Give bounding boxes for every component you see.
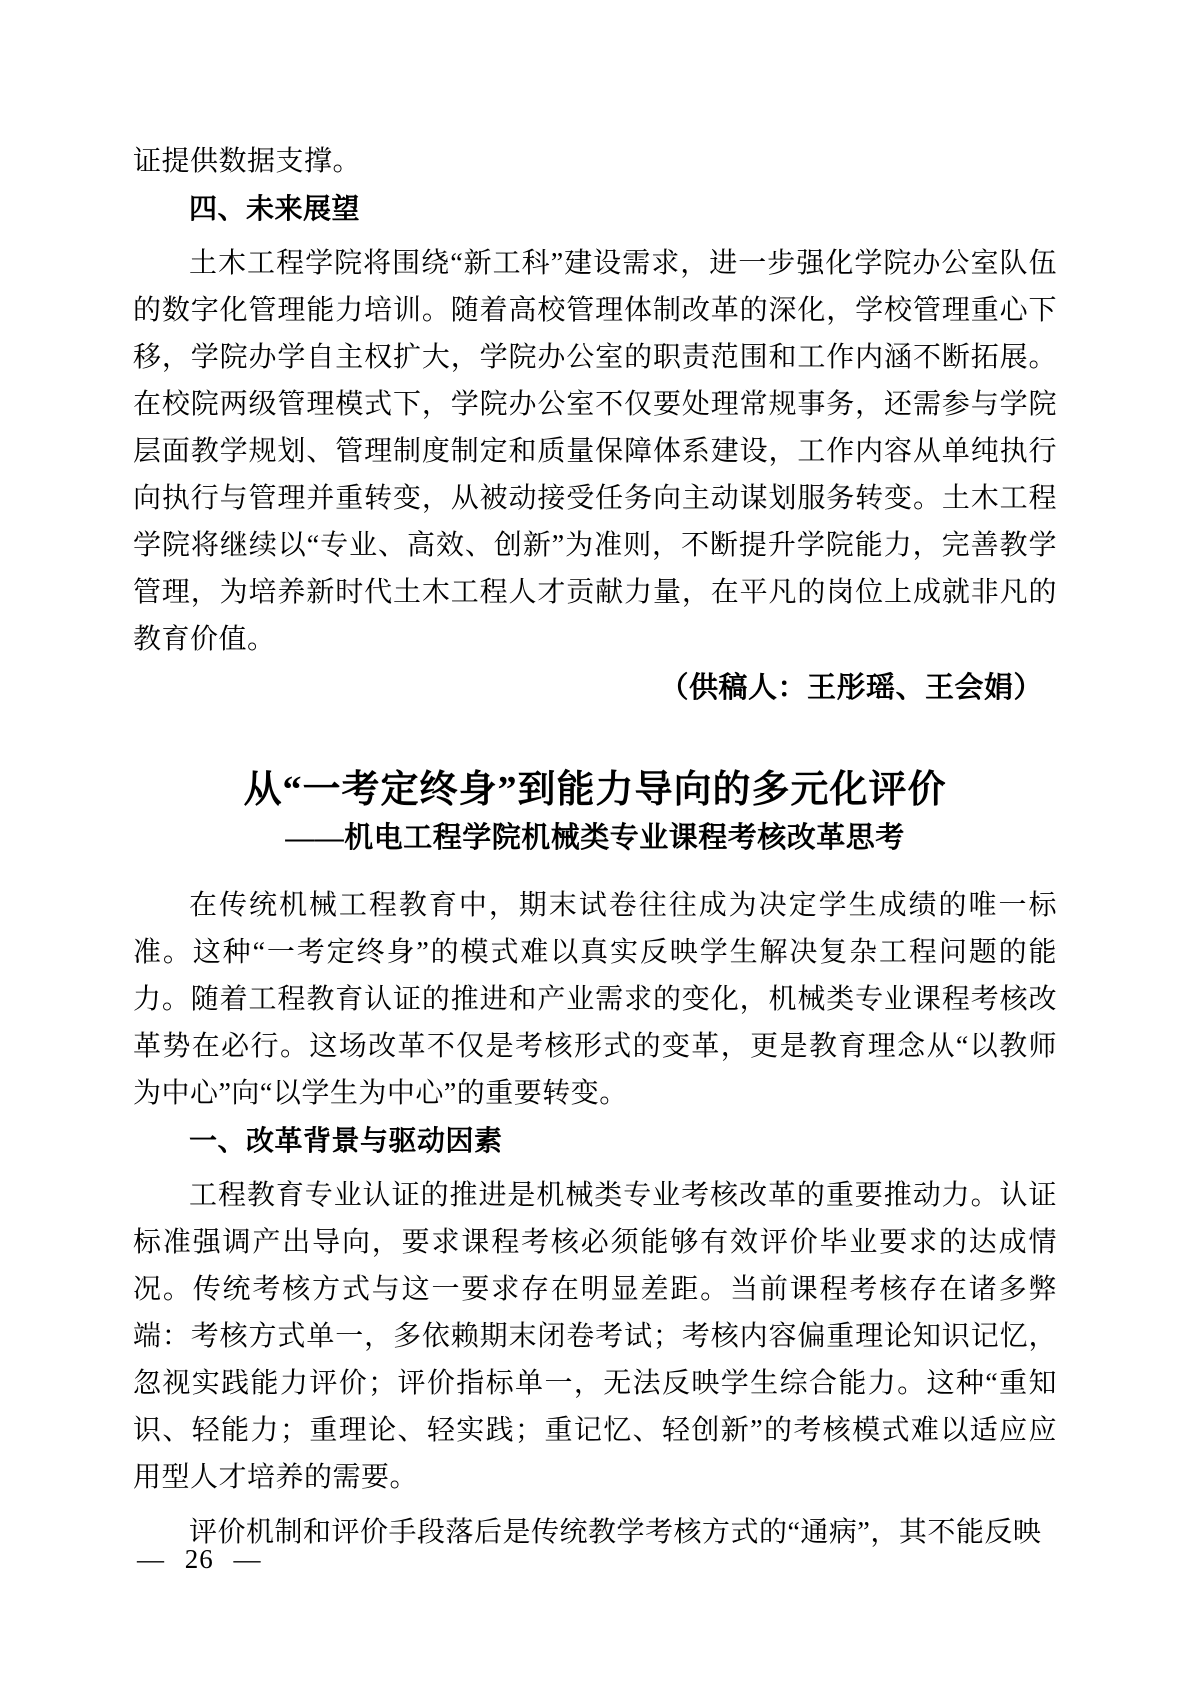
prev-article-outlook-paragraph: 土木工程学院将围绕“新工科”建设需求，进一步强化学院办公室队伍的数字化管理能力培训。随着高校管理体制改革的深化，学校管理重心下移，学院办学自主权扩大，学院办公室的职责范围和工作内涵不断拓展。在校院两级管理模式下，学院办公室不仅要处理常规事务，还需参与学院层面教学规划、管理制度制定和质量保障体系建设，工作内容从单纯执行向执行与管理并重转变，从被动接受任务向主动谋划服务转变。土木工程学院将继续以“专业、高效、创新”为准则，不断提升学院能力，完善教学管理，为培养新时代土木工程人才贡献力量，在平凡的岗位上成就非凡的教育价值。 — [133, 248, 1057, 655]
article-title: 从“一考定终身”到能力导向的多元化评价 — [243, 769, 947, 811]
prev-article-continuation-text: 证提供数据支撑。 — [133, 146, 362, 177]
article-section1-paragraph1: 工程教育专业认证的推进是机械类专业考核改革的重要推动力。认证标准强调产出导向，要求课程考核必须能够有效评价毕业要求的达成情况。传统考核方式与这一要求存在明显差距。当前课程考核存在诸多弊端：考核方式单一，多依赖期末闭卷考试；考核内容偏重理论知识记忆，忽视实践能力评价；评价指标单一，无法反映学生综合能力。这种“重知识、轻能力；重理论、轻实践；重记忆、轻创新”的考核模式难以适应应用型人才培养的需要。 — [133, 1180, 1057, 1493]
article-section1-heading: 一、改革背景与驱动因素 — [189, 1125, 503, 1156]
prev-article-section-heading: 四、未来展望 — [189, 193, 361, 224]
document-body — [133, 138, 1057, 1556]
article-intro-paragraph: 在传统机械工程教育中，期末试卷往往成为决定学生成绩的唯一标准。这种“一考定终身”的模式难以真实反映学生解决复杂工程问题的能力。随着工程教育认证的推进和产业需求的变化，机械类专业课程考核改革势在必行。这场改革不仅是考核形式的变革，更是教育理念从“以教师为中心”向“以学生为中心”的重要转变。 — [133, 890, 1057, 1109]
article-section1-paragraph2: 评价机制和评价手段落后是传统教学考核方式的“通病”，其不能反映 — [189, 1517, 1042, 1548]
page-number-footer: — 26 — — [137, 1544, 262, 1574]
article-subtitle: ——机电工程学院机械类专业课程考核改革思考 — [285, 822, 905, 854]
prev-article-attribution: （供稿人：王彤瑶、王会娟） — [659, 672, 1043, 704]
